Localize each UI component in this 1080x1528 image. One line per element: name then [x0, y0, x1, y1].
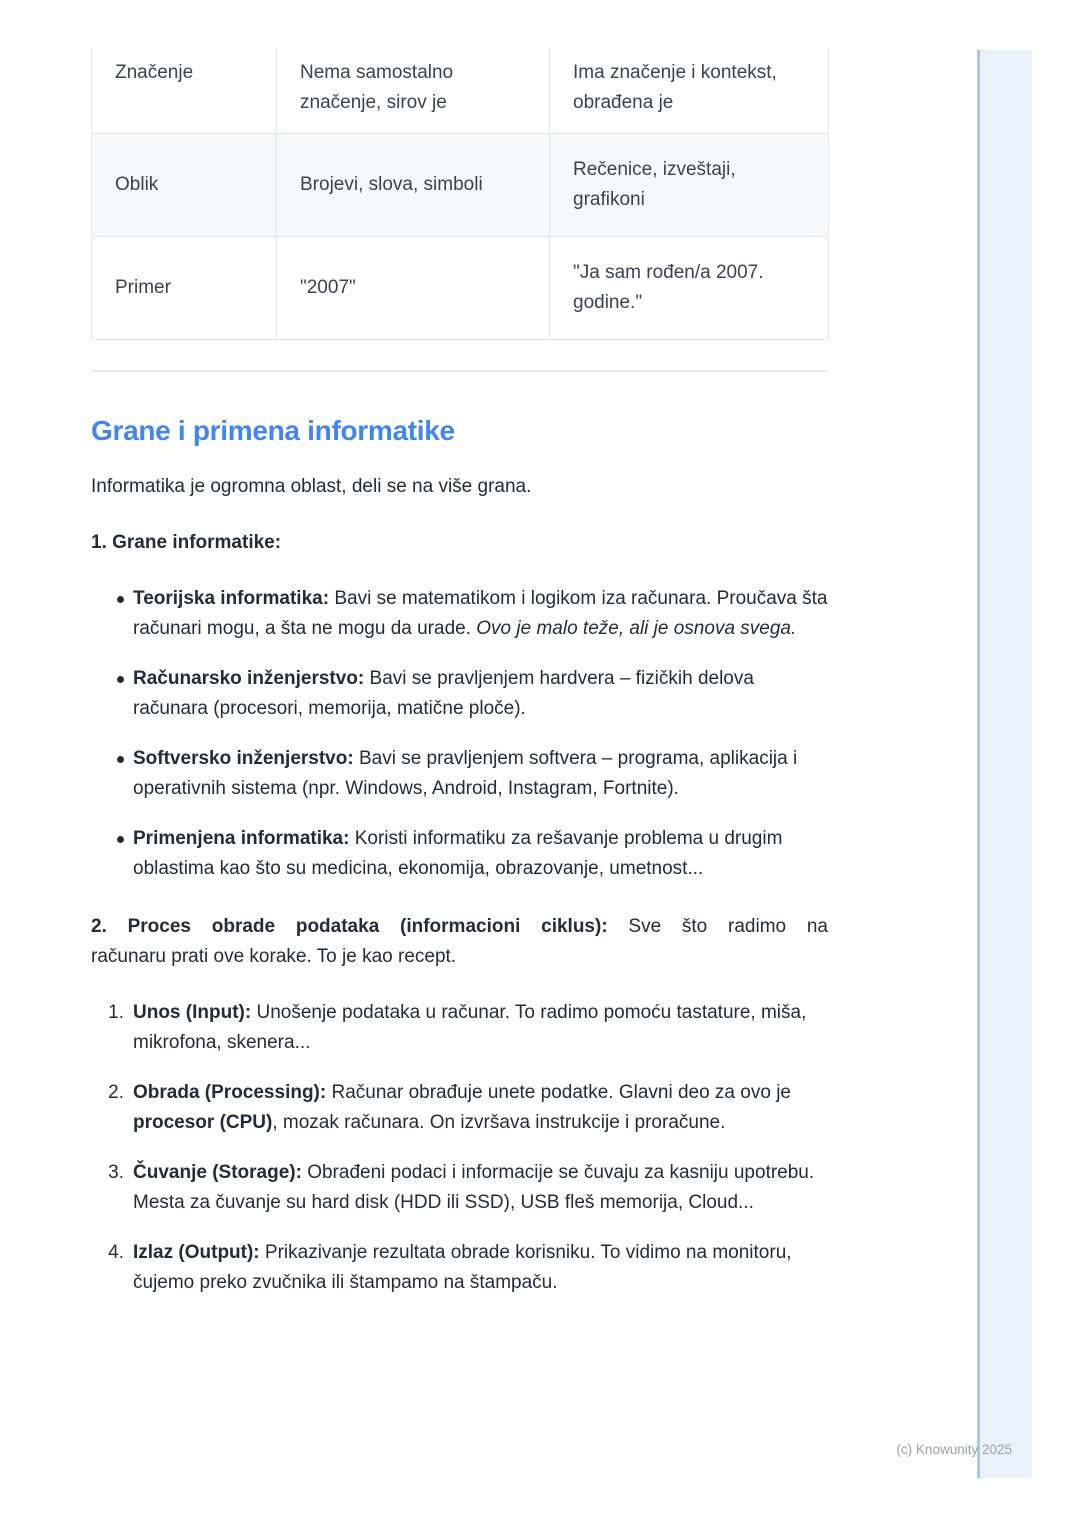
- page-edge-strip: [977, 50, 1032, 1478]
- step-term: Čuvanje (Storage):: [133, 1162, 302, 1183]
- step-term: Unos (Input):: [133, 1002, 252, 1023]
- section-divider: [91, 370, 828, 372]
- table-row: [92, 237, 829, 340]
- step-number: 1.: [108, 1002, 124, 1023]
- step-text: [133, 1238, 828, 1298]
- bullet-icon: [117, 676, 124, 683]
- branches-list: [91, 584, 828, 884]
- table-row: [92, 134, 829, 237]
- branch-term: Softversko inženjerstvo:: [133, 748, 354, 769]
- step-number: 2.: [108, 1082, 124, 1103]
- step-number: 3.: [108, 1162, 124, 1183]
- step-inline-term: procesor (CPU): [133, 1112, 273, 1133]
- bullet-icon: [117, 836, 124, 843]
- table-cell: Nema samostalno značenje, sirov je: [277, 48, 550, 134]
- step-desc: Računar obrađuje unete podatke. Glavni deo za ovo je: [326, 1082, 791, 1103]
- step-text: [133, 1078, 828, 1138]
- list-item: [91, 1238, 828, 1298]
- process-steps-list: [91, 998, 828, 1298]
- comparison-table: [91, 48, 829, 340]
- process-term: 2. Proces obrade podataka (informacioni ciklus):: [91, 916, 608, 937]
- section-heading: Grane i primena informatike: [91, 415, 455, 446]
- branch-term: Primenjena informatika:: [133, 828, 350, 849]
- process-text: Sve što radimo na: [607, 916, 828, 937]
- table-cell-label: Značenje: [92, 48, 277, 134]
- list-item: [91, 1078, 828, 1138]
- step-text: [133, 998, 828, 1058]
- list-item: [91, 824, 828, 884]
- list-title: 1. Grane informatike:: [91, 532, 282, 553]
- table-cell: Rečenice, izveštaji, grafikoni: [550, 134, 829, 237]
- list-item: [91, 1158, 828, 1218]
- branch-note: Ovo je malo teže, ali je osnova svega.: [476, 618, 797, 639]
- branch-term: Teorijska informatika:: [133, 588, 330, 609]
- step-desc: Obrađeni podaci i informacije se čuvaju za kasniju upotrebu. Mesta za čuvanje su hard disk (HDD ili SSD), USB fleš memorija, Cloud...: [133, 1162, 815, 1213]
- step-desc: , mozak računara. On izvršava instrukcije i proračune.: [272, 1112, 726, 1133]
- list-item: [91, 998, 828, 1058]
- step-term: Izlaz (Output):: [133, 1242, 260, 1263]
- list-item: [91, 744, 828, 804]
- branch-term: Računarsko inženjerstvo:: [133, 668, 365, 689]
- step-desc: Prikazivanje rezultata obrade korisniku. To vidimo na monitoru, čujemo preko zvučnika ili štampamo na štampaču.: [133, 1242, 792, 1293]
- step-term: Obrada (Processing):: [133, 1082, 327, 1103]
- list-item: [91, 584, 828, 644]
- intro-paragraph: Informatika je ogromna oblast, deli se na više grana.: [91, 476, 532, 497]
- copyright-watermark: (c) Knowunity 2025: [896, 1442, 1012, 1457]
- bullet-icon: [117, 756, 124, 763]
- table-cell: Brojevi, slova, simboli: [277, 134, 550, 237]
- branch-desc: Bavi se matematikom i logikom iza računara. Proučava šta računari mogu, a šta ne mogu da urade.: [133, 588, 828, 639]
- list-item: [91, 664, 828, 724]
- table-cell-label: Primer: [92, 237, 277, 340]
- branch-desc: Bavi se pravljenjem softvera – programa, aplikacija i operativnih sistema (npr. Windows, Android, Instagram, Fortnite).: [133, 748, 798, 799]
- step-desc: Unošenje podataka u računar. To radimo pomoću tastature, miša, mikrofona, skenera...: [133, 1002, 807, 1053]
- step-number: 4.: [108, 1242, 124, 1263]
- table-cell: "2007": [277, 237, 550, 340]
- step-text: [133, 1158, 828, 1218]
- table-cell-label: Oblik: [92, 134, 277, 237]
- table-cell: Ima značenje i kontekst, obrađena je: [550, 48, 829, 134]
- process-line: [91, 912, 828, 942]
- branch-desc: Koristi informatiku za rešavanje problema u drugim oblastima kao što su medicina, ekonomija, obrazovanje, umetnost...: [133, 828, 783, 879]
- process-paragraph: [91, 912, 828, 972]
- page-content: [91, 0, 828, 1318]
- table-cell: "Ja sam rođen/a 2007. godine.": [550, 237, 829, 340]
- process-line: računaru prati ove korake. To je kao recept.: [91, 946, 457, 967]
- branch-desc: Bavi se pravljenjem hardvera – fizičkih delova računara (procesori, memorija, matične ploče).: [133, 668, 754, 719]
- table-row: [92, 48, 829, 134]
- bullet-icon: [117, 596, 124, 603]
